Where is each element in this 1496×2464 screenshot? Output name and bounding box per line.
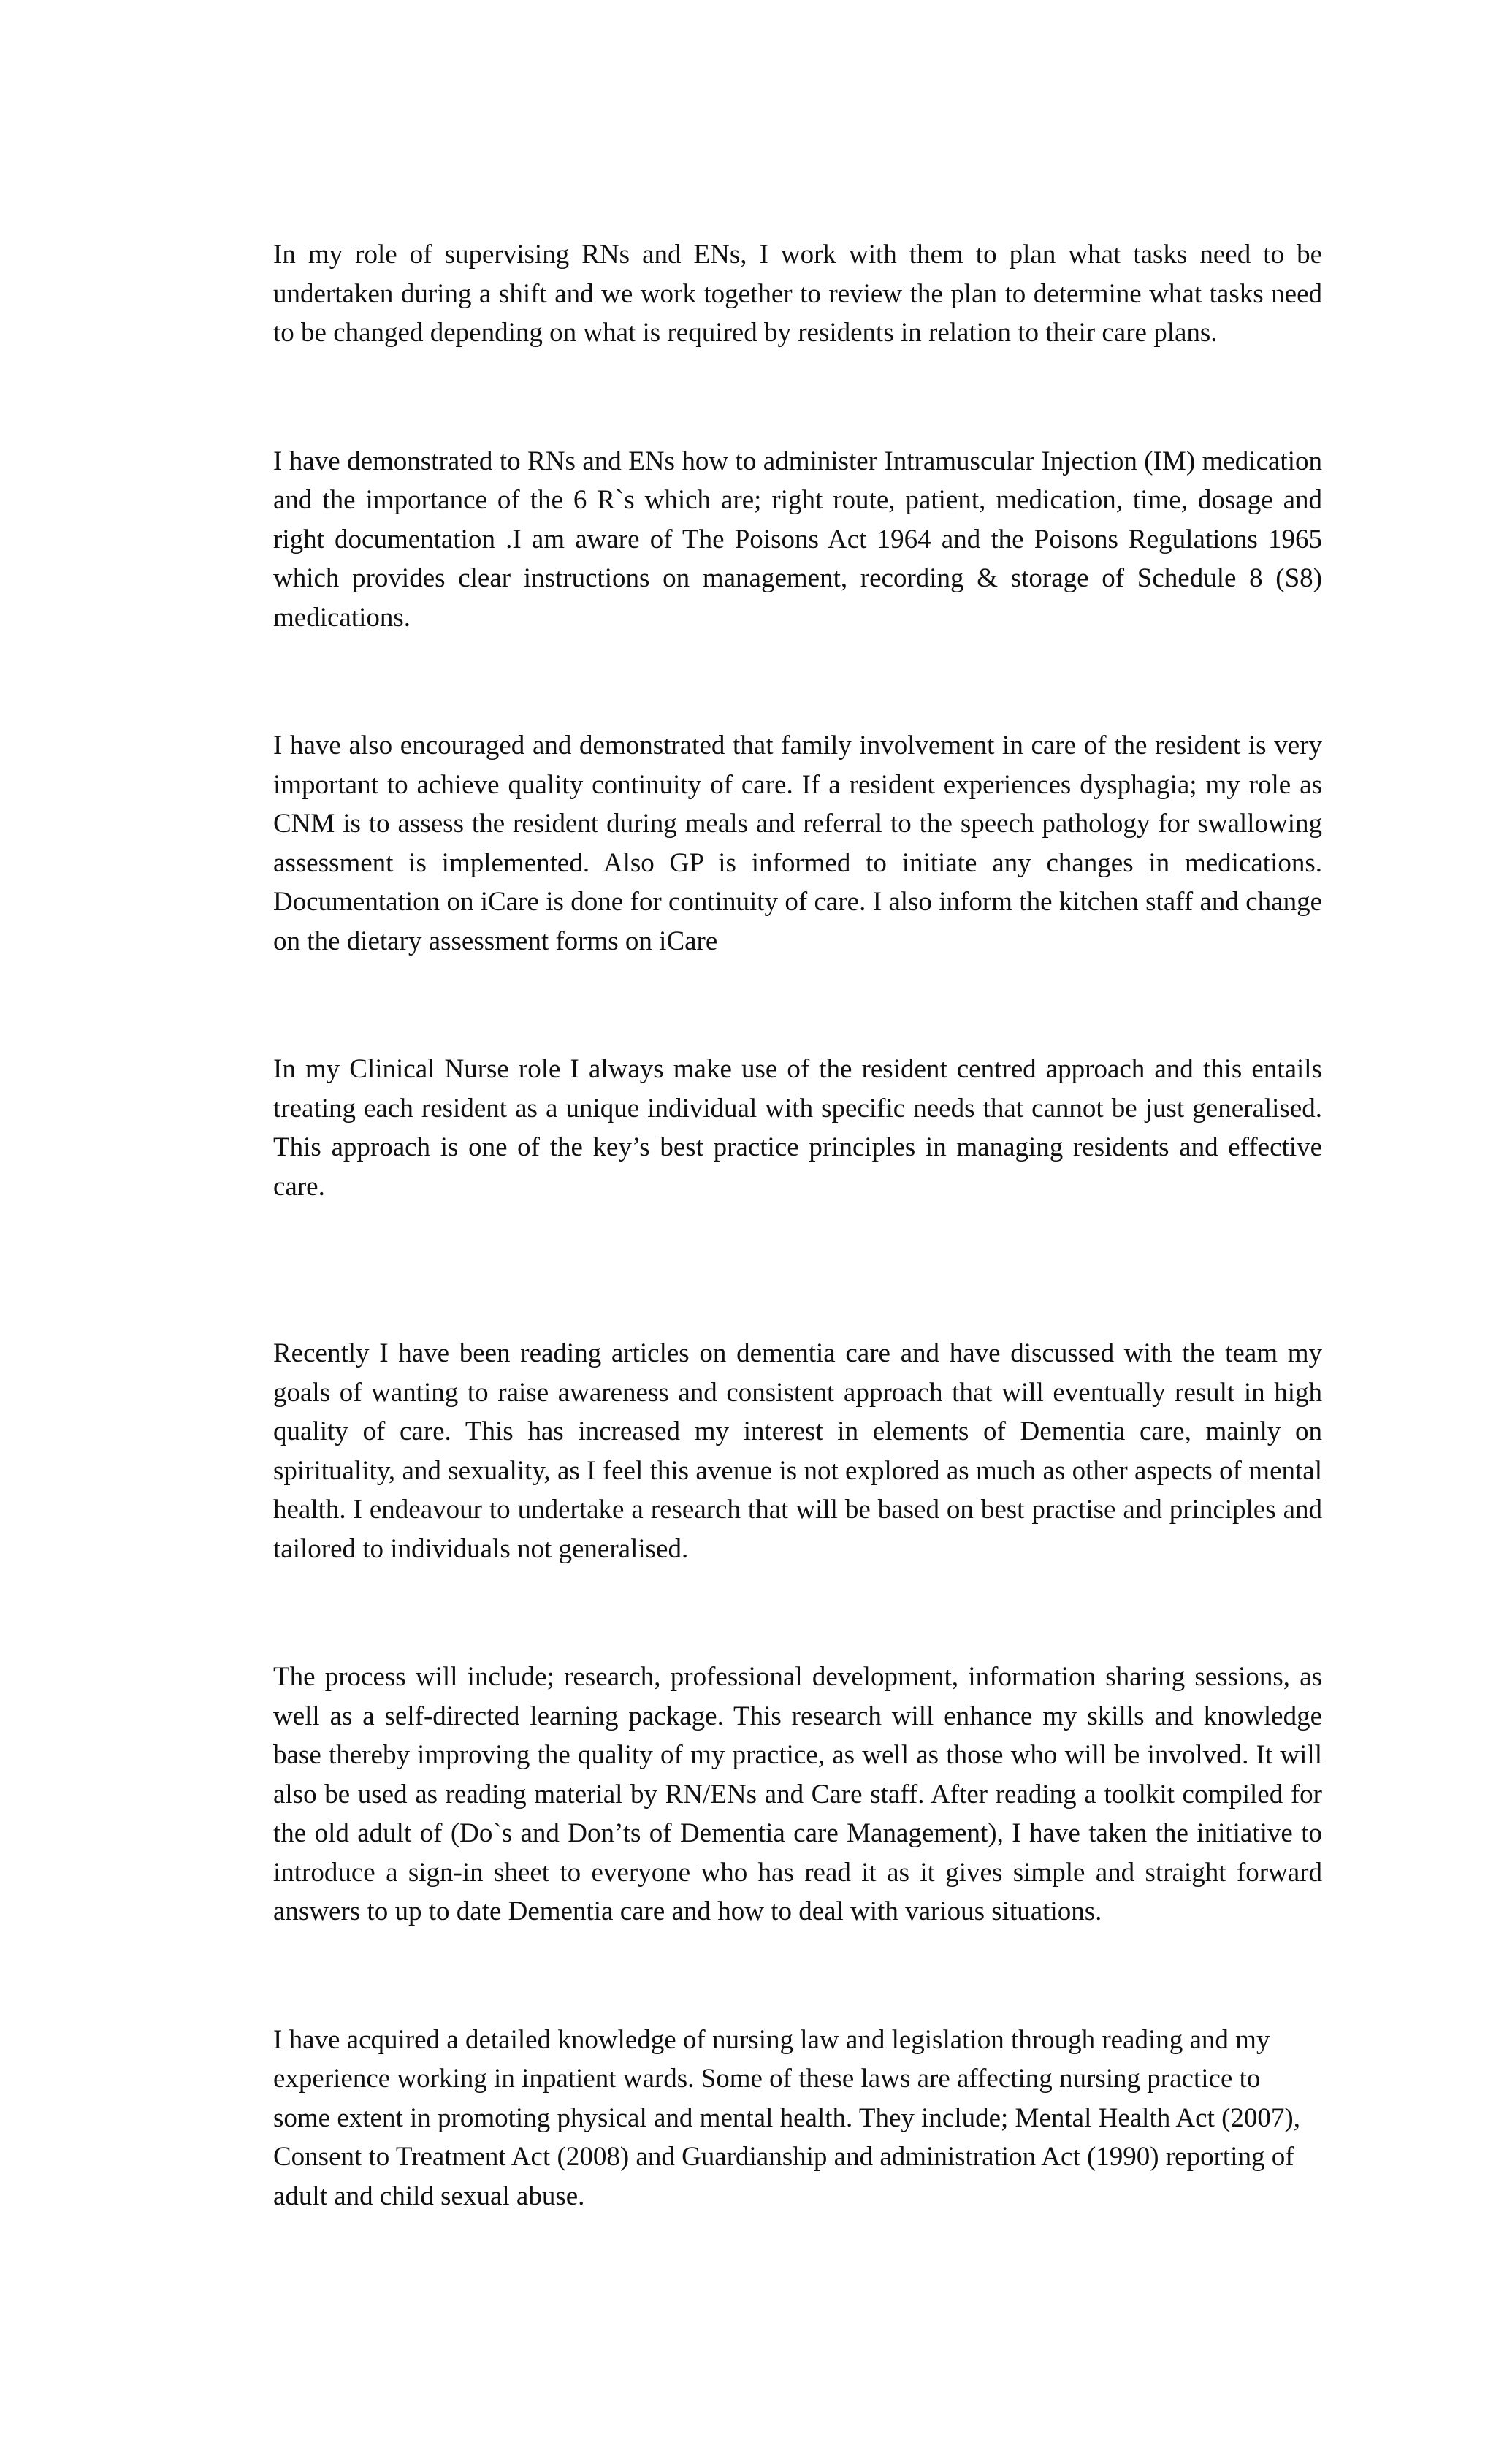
paragraph-supervising-staff: In my role of supervising RNs and ENs, I work with them to plan what tasks need to be undertaken during a shift and we work together to review the plan to determine what tasks need to be changed depending on what is required by residents in relation to their care plans. (273, 240, 1322, 348)
paragraph-family-involvement: I have also encouraged and demonstrated that family involvement in care of the resident is very important to achieve quality continuity of care. If a resident experiences dysphagia; my role as CNM is to assess the resident during meals and referral to the speech pathology for swallowing assessment is implemented. Also GP is informed to initiate any changes in medications. Documentation on iCare is done for continuity of care. I also inform the kitchen staff and change on the dietary assessment forms on iCare (273, 731, 1322, 956)
document-body (273, 235, 1322, 2216)
paragraph-process-development: The process will include; research, professional development, information sharing sessions, as well as a self-directed learning package. This research will enhance my skills and knowledge base thereby improving the quality of my practice, as well as those who will be involved. It will also be used as reading material by RN/ENs and Care staff. After reading a toolkit compiled for the old adult of (Do`s and Don’ts of Dementia care Management), I have taken the initiative to introduce a sign-in sheet to everyone who has read it as it gives simple and straight forward answers to up to date Dementia care and how to deal with various situations. (273, 1662, 1322, 1926)
paragraph-resident-centred-approach: In my Clinical Nurse role I always make use of the resident centred approach and this entails treating each resident as a unique individual with specific needs that cannot be just generalised. This approach is one of the key’s best practice principles in managing residents and effective care. (273, 1054, 1322, 1202)
paragraph-nursing-law: I have acquired a detailed knowledge of nursing law and legislation through reading and my experience working in inpatient wards. Some of these laws are affecting nursing practice to some extent in promoting physical and mental health. They include; Mental Health Act (2007), Consent to Treatment Act (2008) and Guardianship and administration Act (1990) reporting of adult and child sexual abuse. (273, 2024, 1300, 2211)
paragraph-dementia-care-research: Recently I have been reading articles on dementia care and have discussed with the team my goals of wanting to raise awareness and consistent approach that will eventually result in high quality of care. This has increased my interest in elements of Dementia care, mainly on spirituality, and sexuality, as I feel this avenue is not explored as much as other aspects of mental health. I endeavour to undertake a research that will be based on best practise and principles and tailored to individuals not generalised. (273, 1338, 1322, 1564)
paragraph-medication-administration: I have demonstrated to RNs and ENs how to administer Intramuscular Injection (IM) medication and the importance of the 6 R`s which are; right route, patient, medication, time, dosage and right documentation .I am aware of The Poisons Act 1964 and the Poisons Regulations 1965 which provides clear instructions on management, recording & storage of Schedule 8 (S8) medications. (273, 446, 1322, 633)
